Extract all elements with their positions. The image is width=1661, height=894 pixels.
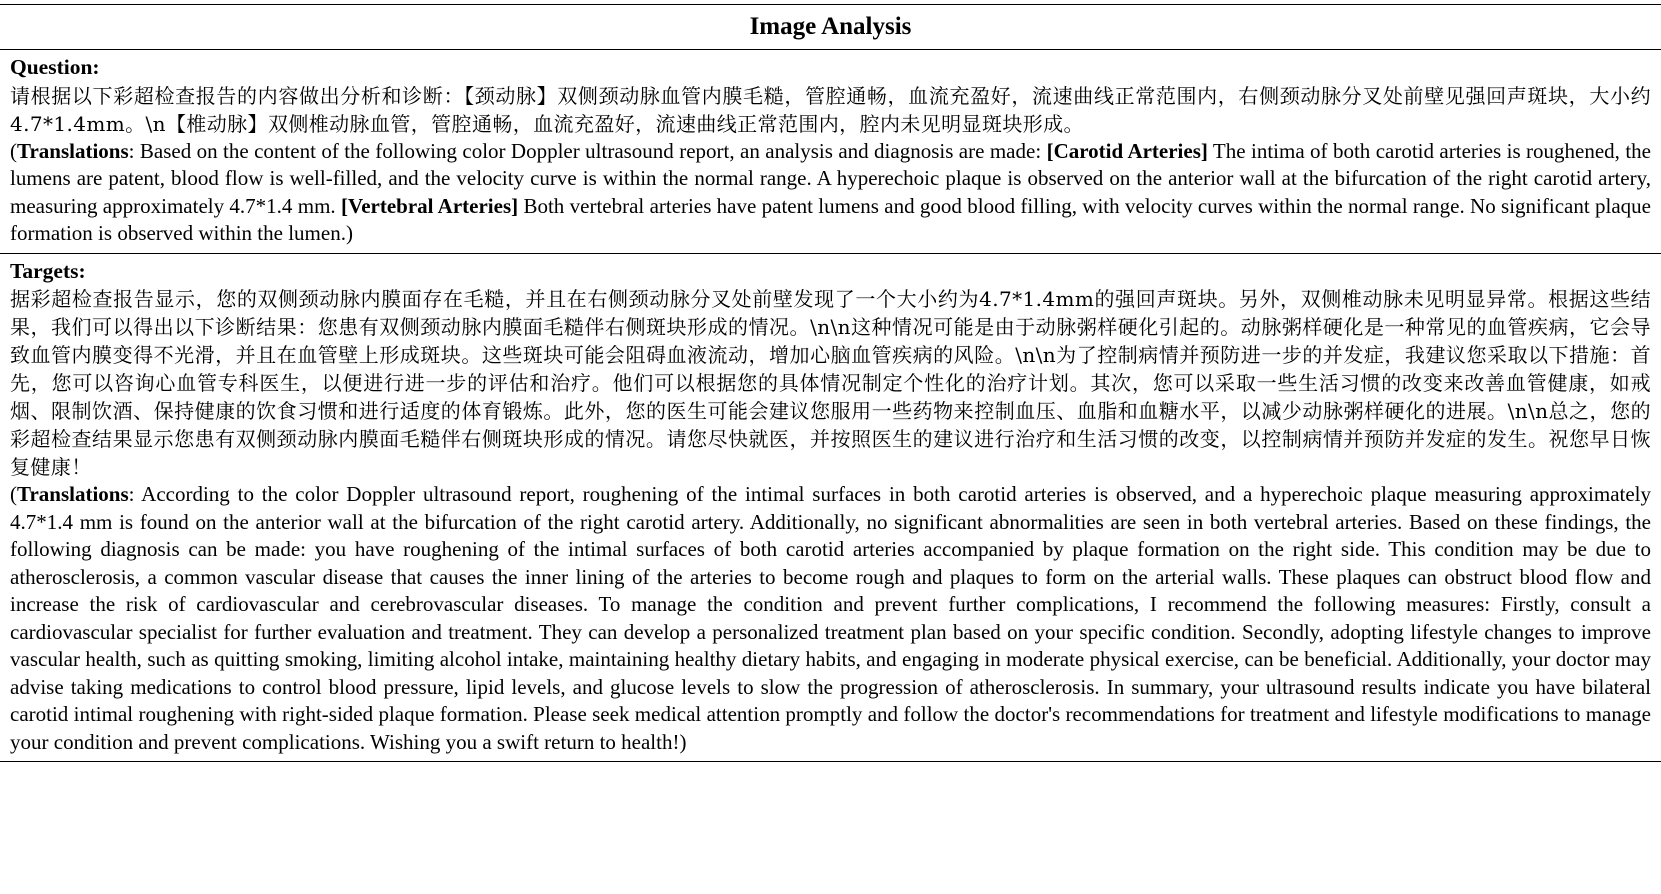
question-section [0, 50, 1661, 253]
targets-chinese-text: 据彩超检查报告显示，您的双侧颈动脉内膜面存在毛糙，并且在右侧颈动脉分叉处前壁发现了一个大小约为4.7*1.4mm的强回声斑块。另外，双侧椎动脉未见明显异常。根据这些结果，我们可以得出以下诊断结果：您患有双侧颈动脉内膜面毛糙伴右侧斑块形成的情况。\n\n这种情况可能是由于动脉粥样硬化引起的。动脉粥样硬化是一种常见的血管疾病，它会导致血管内膜变得不光滑，并且在血管壁上形成斑块。这些斑块可能会阻碍血液流动，增加心脑血管疾病的风险。\n\n为了控制病情并预防进一步的并发症，我建议您采取以下措施：首先，您可以咨询心血管专科医生，以便进行进一步的评估和治疗。他们可以根据您的具体情况制定个性化的治疗计划。其次，您可以采取一些生活习惯的改变来改善血管健康，如戒烟、限制饮酒、保持健康的饮食习惯和进行适度的体育锻炼。此外，您的医生可能会建议您服用一些药物来控制血压、血脂和血糖水平，以减少动脉粥样硬化的进展。\n\n总之，您的彩超检查结果显示您患有双侧颈动脉内膜面毛糙伴右侧斑块形成的情况。请您尽快就医，并按照医生的建议进行治疗和生活习惯的改变，以控制病情并预防并发症的发生。祝您早日恢复健康！ [10, 287, 1651, 479]
question-translation-open: ( [10, 138, 17, 163]
question-translation-part1: : Based on the content of the following color Doppler ultrasound report, an analysis and diagnosis are made: [128, 138, 1047, 163]
analysis-table [0, 4, 1661, 762]
bottom-rule [0, 761, 1661, 762]
targets-translation [10, 481, 1651, 756]
targets-label: Targets: [10, 258, 86, 283]
targets-translation-text: : According to the color Doppler ultrasound report, roughening of the intimal surfaces in both carotid arteries is observed, and a hyperechoic plaque measuring approximately 4.7*1.4 mm is found on the anterior wall at the bifurcation of the right carotid artery. Additionally, no significant abnormalities are seen in both vertebral arteries. Based on these findings, the following diagnosis can be made: you have roughening of the intimal surfaces of both carotid arteries accompanied by plaque formation on the right side. This condition may be due to atherosclerosis, a common vascular disease that causes the inner lining of the arteries to become rough and plaques to form on the arterial walls. These plaques can obstruct blood flow and increase the risk of cardiovascular and cerebrovascular diseases. To manage the condition and prevent further complications, I recommend the following measures: Firstly, consult a cardiovascular specialist for further evaluation and treatment. They can develop a personalized treatment plan based on your specific condition. Secondly, adopting lifestyle changes to improve vascular health, such as quitting smoking, limiting alcohol intake, maintaining healthy dietary habits, and engaging in moderate physical exercise, can be beneficial. Additionally, your doctor may advise taking medications to control blood pressure, lipid levels, and glucose levels to slow the progression of atherosclerosis. In summary, your ultrasound results indicate you have bilateral carotid intimal roughening with right-sided plaque formation. Please seek medical attention promptly and follow the doctor's recommendations for treatment and lifestyle modifications to manage your condition and prevent complications. Wishing you a swift return to health!) [10, 482, 1651, 754]
targets-translation-open: ( [10, 482, 17, 506]
targets-section [0, 254, 1661, 762]
question-translation-part3: Both vertebral arteries have patent lumens and good blood filling, with velocity curves within the normal range. No significant plaque formation is observed within the lumen.) [10, 193, 1651, 245]
question-translation [10, 138, 1651, 248]
question-chinese-text: 请根据以下彩超检查报告的内容做出分析和诊断：【颈动脉】双侧颈动脉血管内膜毛糙，管腔通畅，血流充盈好，流速曲线正常范围内，右侧颈动脉分叉处前壁见强回声斑块，大小约4.7*1.4mm。\n【椎动脉】双侧椎动脉血管，管腔通畅，血流充盈好，流速曲线正常范围内，腔内未见明显斑块形成。 [10, 83, 1651, 136]
question-translation-label: Translations [17, 138, 129, 163]
targets-translation-label: Translations [17, 482, 129, 506]
table-title: Image Analysis [749, 13, 912, 40]
question-translation-part2: The intima of both carotid arteries is roughened, the lumens are patent, blood flow is well-filled, and the velocity curve is within the normal range. A hyperechoic plaque is observed on the anterior wall at the bifurcation of the right carotid artery, measuring approximately 4.7*1.4 mm. [10, 138, 1651, 218]
vertebral-label: [Vertebral Arteries] [341, 193, 519, 218]
question-label: Question: [10, 55, 100, 79]
carotid-label: [Carotid Arteries] [1046, 138, 1208, 163]
